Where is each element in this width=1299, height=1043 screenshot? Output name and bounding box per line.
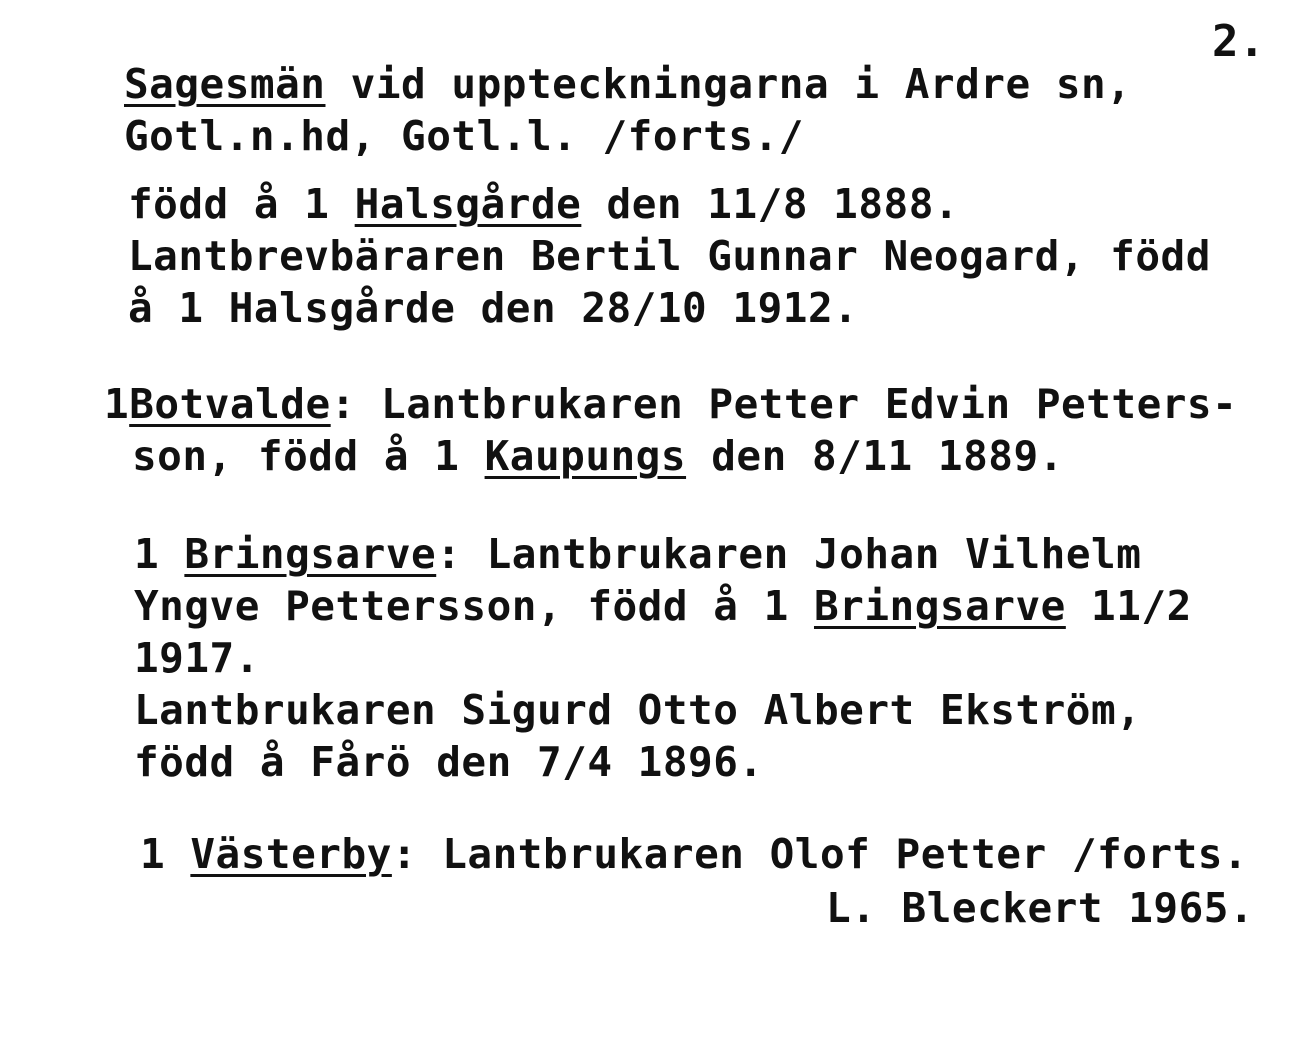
entry2-line-2-post: den 8/11 1889. [686, 432, 1064, 480]
header-title-rest: vid uppteckningarna i Ardre sn, [325, 60, 1132, 108]
entry1-line-1-post: den 11/8 1888. [581, 180, 960, 228]
place-bringsarve: Bringsarve [184, 530, 437, 578]
entry1-line-2: Lantbrevbäraren Bertil Gunnar Neogard, född [128, 232, 1211, 280]
entry3-line-3: 1917. [134, 634, 260, 682]
entry3-line-4: Lantbrukaren Sigurd Otto Albert Ekström, [134, 686, 1142, 734]
entry3-line-5: född å Fårö den 7/4 1896. [134, 738, 764, 786]
entry3-line-1 [134, 530, 1141, 578]
entry4-line-1-pre: 1 [140, 830, 191, 878]
entry2-line-2 [132, 432, 1064, 480]
place-botvalde: Botvalde [129, 380, 331, 428]
entry3-line-2-pre: Yngve Pettersson, född å 1 [134, 582, 814, 630]
header-line-1 [124, 60, 1131, 108]
header-title-underlined: Sagesmän [124, 60, 326, 108]
place-vasterby: Västerby [190, 830, 392, 878]
entry3-line-1-pre: 1 [134, 530, 185, 578]
entry3-line-1-post: : Lantbrukaren Johan Vilhelm [436, 530, 1142, 578]
place-halsgarde: Halsgårde [354, 180, 582, 228]
place-kaupungs: Kaupungs [484, 432, 687, 480]
place-bringsarve-2: Bringsarve [813, 582, 1066, 630]
entry2-line-2-pre: son, född å 1 [132, 432, 485, 480]
signature: L. Bleckert 1965. [826, 884, 1255, 932]
entry3-line-2 [134, 582, 1192, 630]
header-line-2: Gotl.n.hd, Gotl.l. /forts./ [124, 112, 804, 160]
entry3-line-2-post: 11/2 [1065, 582, 1192, 630]
entry4-line-1-post: : Lantbrukaren Olof Petter /forts. [391, 830, 1249, 878]
page-number: 2. [1212, 16, 1265, 67]
entry2-line-1-pre: 1 [104, 380, 130, 428]
entry1-line-1 [128, 180, 959, 228]
entry4-line-1 [140, 830, 1248, 878]
entry2-line-1 [104, 380, 1237, 428]
entry2-line-1-post: : Lantbrukaren Petter Edvin Petters- [330, 380, 1238, 428]
entry1-line-1-pre: född å 1 [128, 180, 355, 228]
entry1-line-3: å 1 Halsgårde den 28/10 1912. [128, 284, 859, 332]
